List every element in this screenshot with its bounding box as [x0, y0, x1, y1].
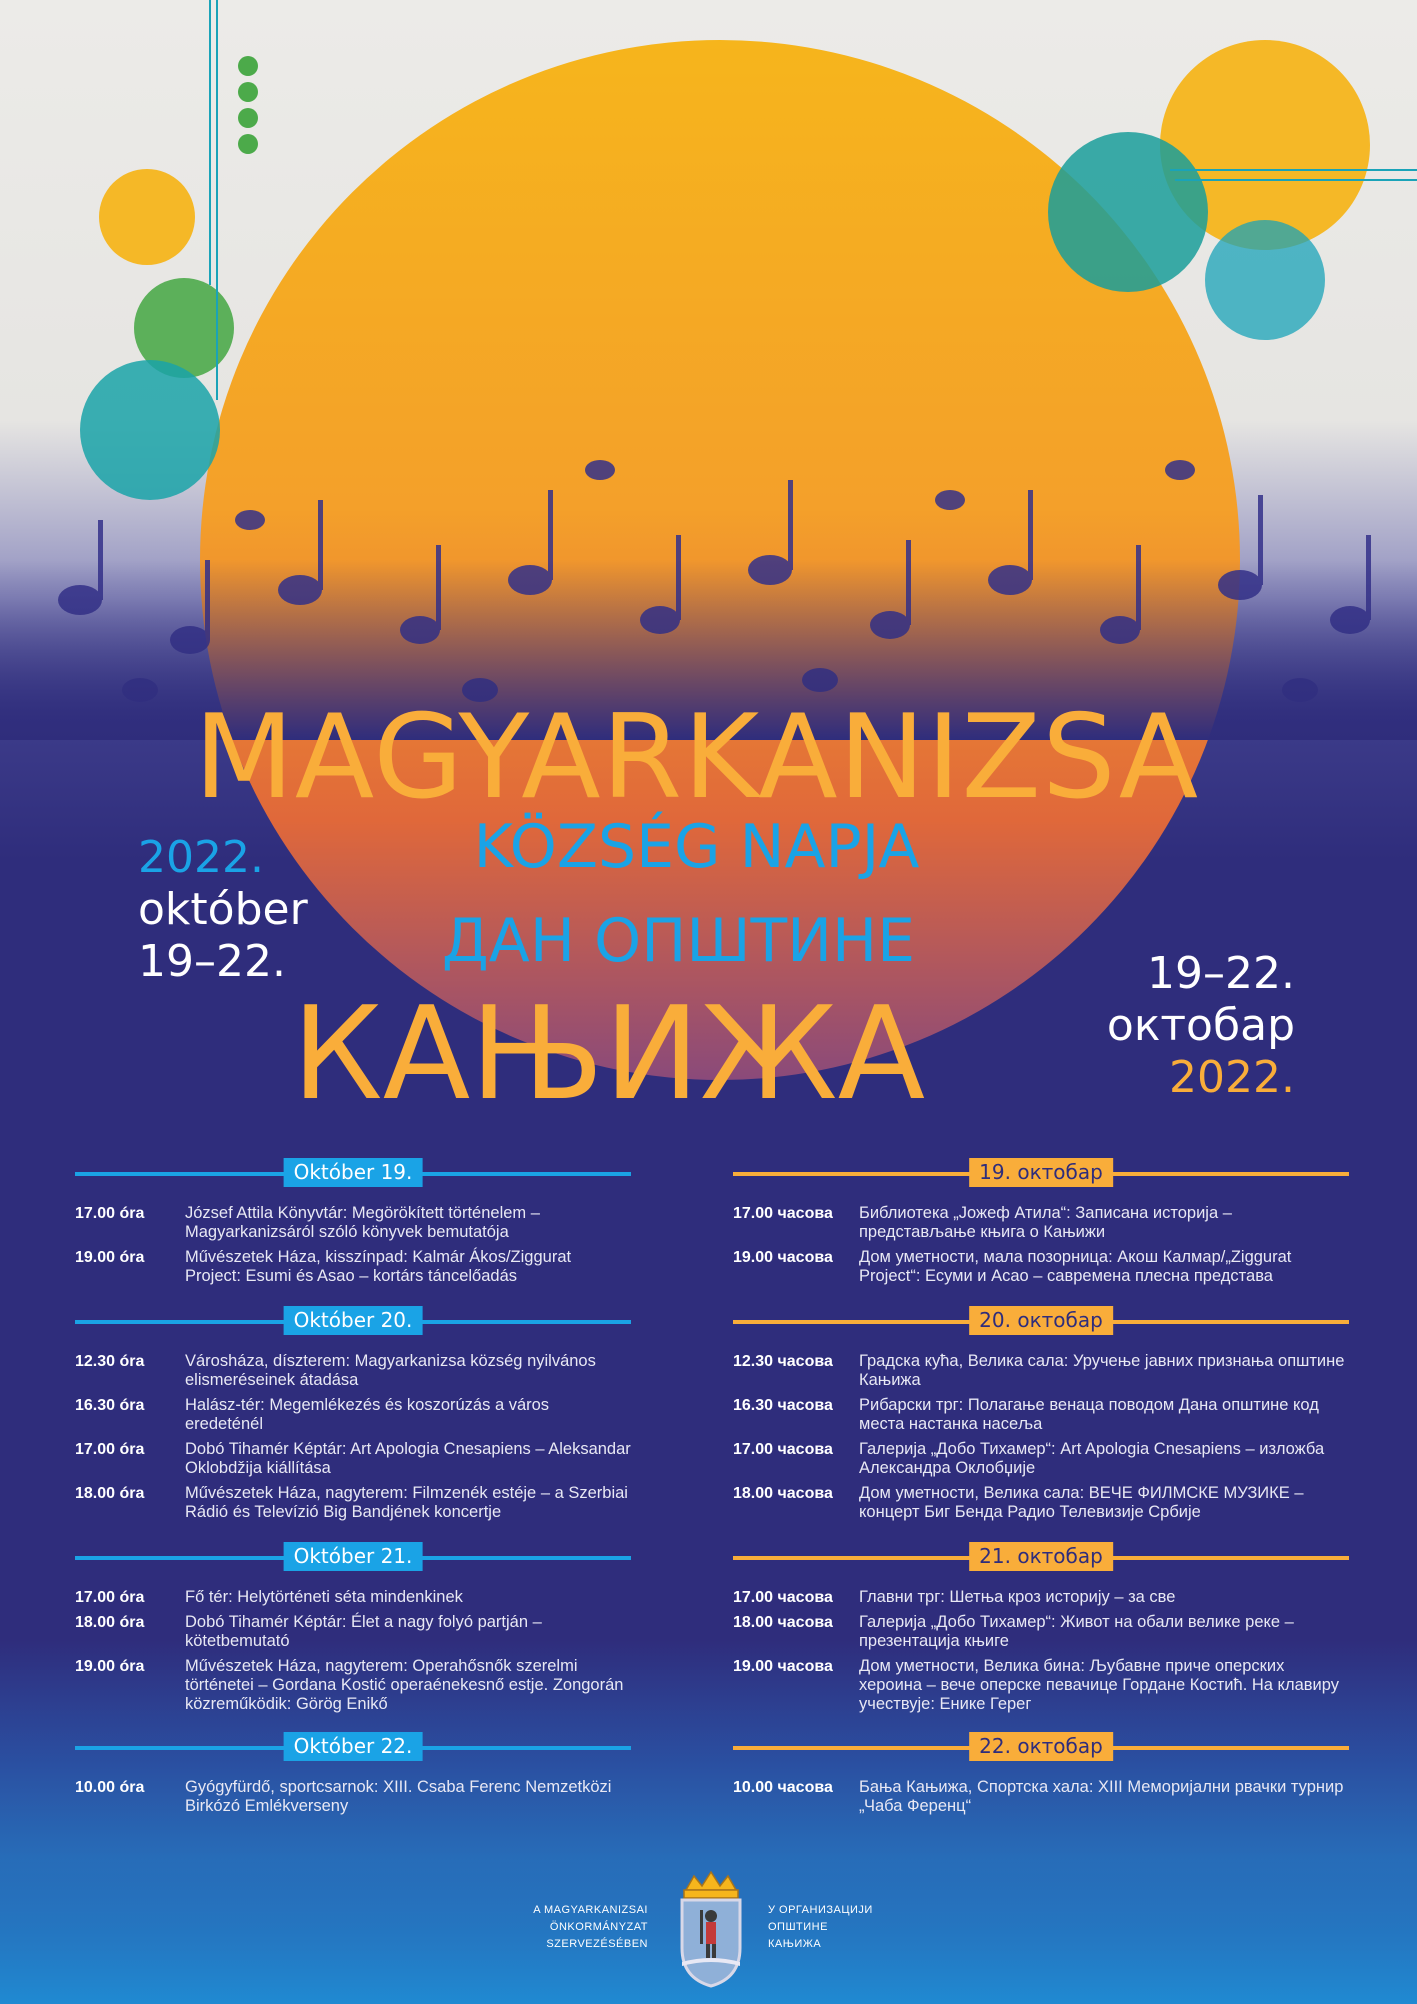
event-time: 12.30 óra: [75, 1353, 145, 1370]
day-label: 21. октобар: [969, 1542, 1113, 1571]
event-description: Рибарски трг: Полагање венаца поводом Дана општине код места настанка насеља: [859, 1396, 1319, 1433]
event-description: Fő tér: Helytörténeti séta mindenkinek: [185, 1588, 463, 1606]
day-section: [733, 1306, 1349, 1528]
organizer-hu: [528, 1902, 648, 1953]
circle-orange-small: [99, 169, 195, 265]
date-sr-year: 2022.: [1169, 1052, 1295, 1103]
circle-teal-right: [1048, 132, 1208, 292]
day-header: [75, 1542, 631, 1572]
event-time: 17.00 часова: [733, 1589, 833, 1606]
event-row: [733, 1440, 1349, 1478]
event-description: Dobó Tihamér Képtár: Élet a nagy folyó partján – kötetbemutató: [185, 1613, 542, 1650]
event-description: Дом уметности, Велика бина: Љубавне приче оперских хероина – вече оперске певачице Гордане Костић. На клавиру учествује: Енике Герег: [859, 1657, 1339, 1713]
event-time: 12.30 часова: [733, 1353, 833, 1370]
organizer-hu-line: ÖNKORMÁNYZAT: [549, 1921, 648, 1933]
event-time: 10.00 óra: [75, 1779, 145, 1796]
day-section: [75, 1732, 631, 1822]
organizer-sr: [768, 1902, 908, 1953]
day-label: Október 19.: [284, 1158, 423, 1187]
event-row: [75, 1396, 631, 1434]
day-section: [75, 1306, 631, 1528]
day-section: [75, 1158, 631, 1292]
event-time: 18.00 óra: [75, 1614, 145, 1631]
event-row: [75, 1352, 631, 1390]
event-row: [75, 1778, 631, 1816]
event-time: 16.30 часова: [733, 1397, 833, 1414]
event-row: [733, 1613, 1349, 1651]
event-time: 17.00 часова: [733, 1205, 833, 1222]
event-row: [75, 1484, 631, 1522]
event-row: [733, 1248, 1349, 1286]
title-hu: MAGYARKANIZSA: [193, 690, 1200, 825]
event-description: Библиотека „Јожеф Атила“: Записана историја – представљање књига о Кањижи: [859, 1204, 1232, 1241]
event-row: [733, 1778, 1349, 1816]
event-time: 17.00 óra: [75, 1441, 145, 1458]
day-section: [733, 1158, 1349, 1292]
organizer-hu-line: SZERVEZÉSÉBEN: [546, 1938, 648, 1950]
day-header: [733, 1306, 1349, 1336]
event-description: Gyógyfürdő, sportcsarnok: XIII. Csaba Ferenc Nemzetközi Birkózó Emlékverseny: [185, 1778, 612, 1815]
event-description: Дом уметности, мала позорница: Акош Калмар/„Ziggurat Project“: Есуми и Асао – савремена плесна представа: [859, 1248, 1292, 1285]
subtitle-hu: KÖZSÉG NAPJA: [473, 812, 920, 882]
event-description: Művészetek Háza, nagyterem: Operahősnők szerelmi történetei – Gordana Kostić operaénekesnő estje. Zongorán közreműködik: Görög Enikő: [185, 1657, 624, 1713]
day-section: [75, 1542, 631, 1720]
day-header: [733, 1732, 1349, 1762]
day-header: [75, 1158, 631, 1188]
event-description: Művészetek Háza, nagyterem: Filmzenék estéje – a Szerbiai Rádió és Televízió Big Bandjének koncertje: [185, 1484, 628, 1521]
day-section: [733, 1732, 1349, 1822]
event-time: 18.00 óra: [75, 1485, 145, 1502]
event-time: 19.00 часова: [733, 1658, 833, 1675]
day-label: Október 22.: [284, 1732, 423, 1761]
date-hu-days: 19–22.: [138, 936, 286, 987]
event-row: [733, 1588, 1349, 1607]
day-label: Október 21.: [284, 1542, 423, 1571]
day-label: Október 20.: [284, 1306, 423, 1335]
date-sr-days: 19–22.: [1147, 948, 1295, 999]
organizer-hu-line: A MAGYARKANIZSAI: [533, 1904, 648, 1916]
event-time: 19.00 óra: [75, 1658, 145, 1675]
day-header: [733, 1542, 1349, 1572]
circle-teal-right-small: [1205, 220, 1325, 340]
day-header: [75, 1306, 631, 1336]
day-label: 19. октобар: [969, 1158, 1113, 1187]
organizer-sr-line: ОПШТИНЕ: [768, 1921, 828, 1933]
event-description: Бања Кањижа, Спортска хала: XIII Меморијални рвачки турнир „Чаба Ференц“: [859, 1778, 1344, 1815]
event-row: [75, 1588, 631, 1607]
day-header: [733, 1158, 1349, 1188]
coat-of-arms-icon: [670, 1870, 752, 1990]
event-time: 16.30 óra: [75, 1397, 145, 1414]
event-time: 19.00 óra: [75, 1249, 145, 1266]
title-sr: КАЊИЖА: [291, 980, 926, 1129]
date-sr-month: октобар: [1106, 1000, 1295, 1051]
event-description: Városháza, díszterem: Magyarkanizsa község nyilvános elismeréseinek átadása: [185, 1352, 596, 1389]
subtitle-sr: ДАН ОПШТИНЕ: [441, 906, 916, 976]
day-section: [733, 1542, 1349, 1720]
event-description: Градска кућа, Велика сала: Уручење јавних признања општине Кањижа: [859, 1352, 1345, 1389]
event-description: Dobó Tihamér Képtár: Art Apologia Cnesapiens – Aleksandar Oklobdžija kiállítása: [185, 1440, 631, 1477]
event-description: József Attila Könyvtár: Megörökített történelem – Magyarkanizsáról szóló könyvek bemutatója: [185, 1204, 540, 1241]
event-row: [75, 1613, 631, 1651]
event-time: 18.00 часова: [733, 1485, 833, 1502]
event-description: Halász-tér: Megemlékezés és koszorúzás a város eredeténél: [185, 1396, 550, 1433]
organizer-sr-line: КАЊИЖА: [768, 1938, 822, 1950]
event-time: 17.00 óra: [75, 1205, 145, 1222]
organizer-sr-line: У ОРГАНИЗАЦИЈИ: [768, 1904, 873, 1916]
day-label: 22. октобар: [969, 1732, 1113, 1761]
event-row: [733, 1204, 1349, 1242]
event-row: [733, 1484, 1349, 1522]
event-description: Дом уметности, Велика сала: ВЕЧЕ ФИЛМСКЕ МУЗИКЕ – концерт Биг Бенда Радио Телевизије Србије: [859, 1484, 1304, 1521]
date-hu-year: 2022.: [138, 832, 264, 883]
event-time: 18.00 часова: [733, 1614, 833, 1631]
event-time: 17.00 óra: [75, 1589, 145, 1606]
date-sr: [1107, 948, 1295, 1104]
event-time: 10.00 часова: [733, 1779, 833, 1796]
event-row: [733, 1396, 1349, 1434]
date-hu-month: október: [138, 884, 308, 935]
day-header: [75, 1732, 631, 1762]
day-label: 20. октобар: [969, 1306, 1113, 1335]
event-row: [75, 1248, 631, 1286]
event-row: [75, 1440, 631, 1478]
event-row: [733, 1352, 1349, 1390]
event-time: 17.00 часова: [733, 1441, 833, 1458]
event-row: [75, 1204, 631, 1242]
event-description: Művészetek Háza, kisszínpad: Kalmár Ákos/Ziggurat Project: Esumi és Asao – kortárs táncelőadás: [185, 1248, 572, 1285]
circle-teal: [80, 360, 220, 500]
event-row: [75, 1657, 631, 1714]
event-time: 19.00 часова: [733, 1249, 833, 1266]
date-hu: [138, 832, 308, 988]
event-row: [733, 1657, 1349, 1714]
event-description: Главни трг: Шетња кроз историју – за све: [859, 1588, 1176, 1606]
event-description: Галерија „Добо Тихамер“: Art Apologia Cnesapiens – изложба Александра Оклобџије: [859, 1440, 1325, 1477]
event-description: Галерија „Добо Тихамер“: Живот на обали велике реке – презентација књиге: [859, 1613, 1294, 1650]
